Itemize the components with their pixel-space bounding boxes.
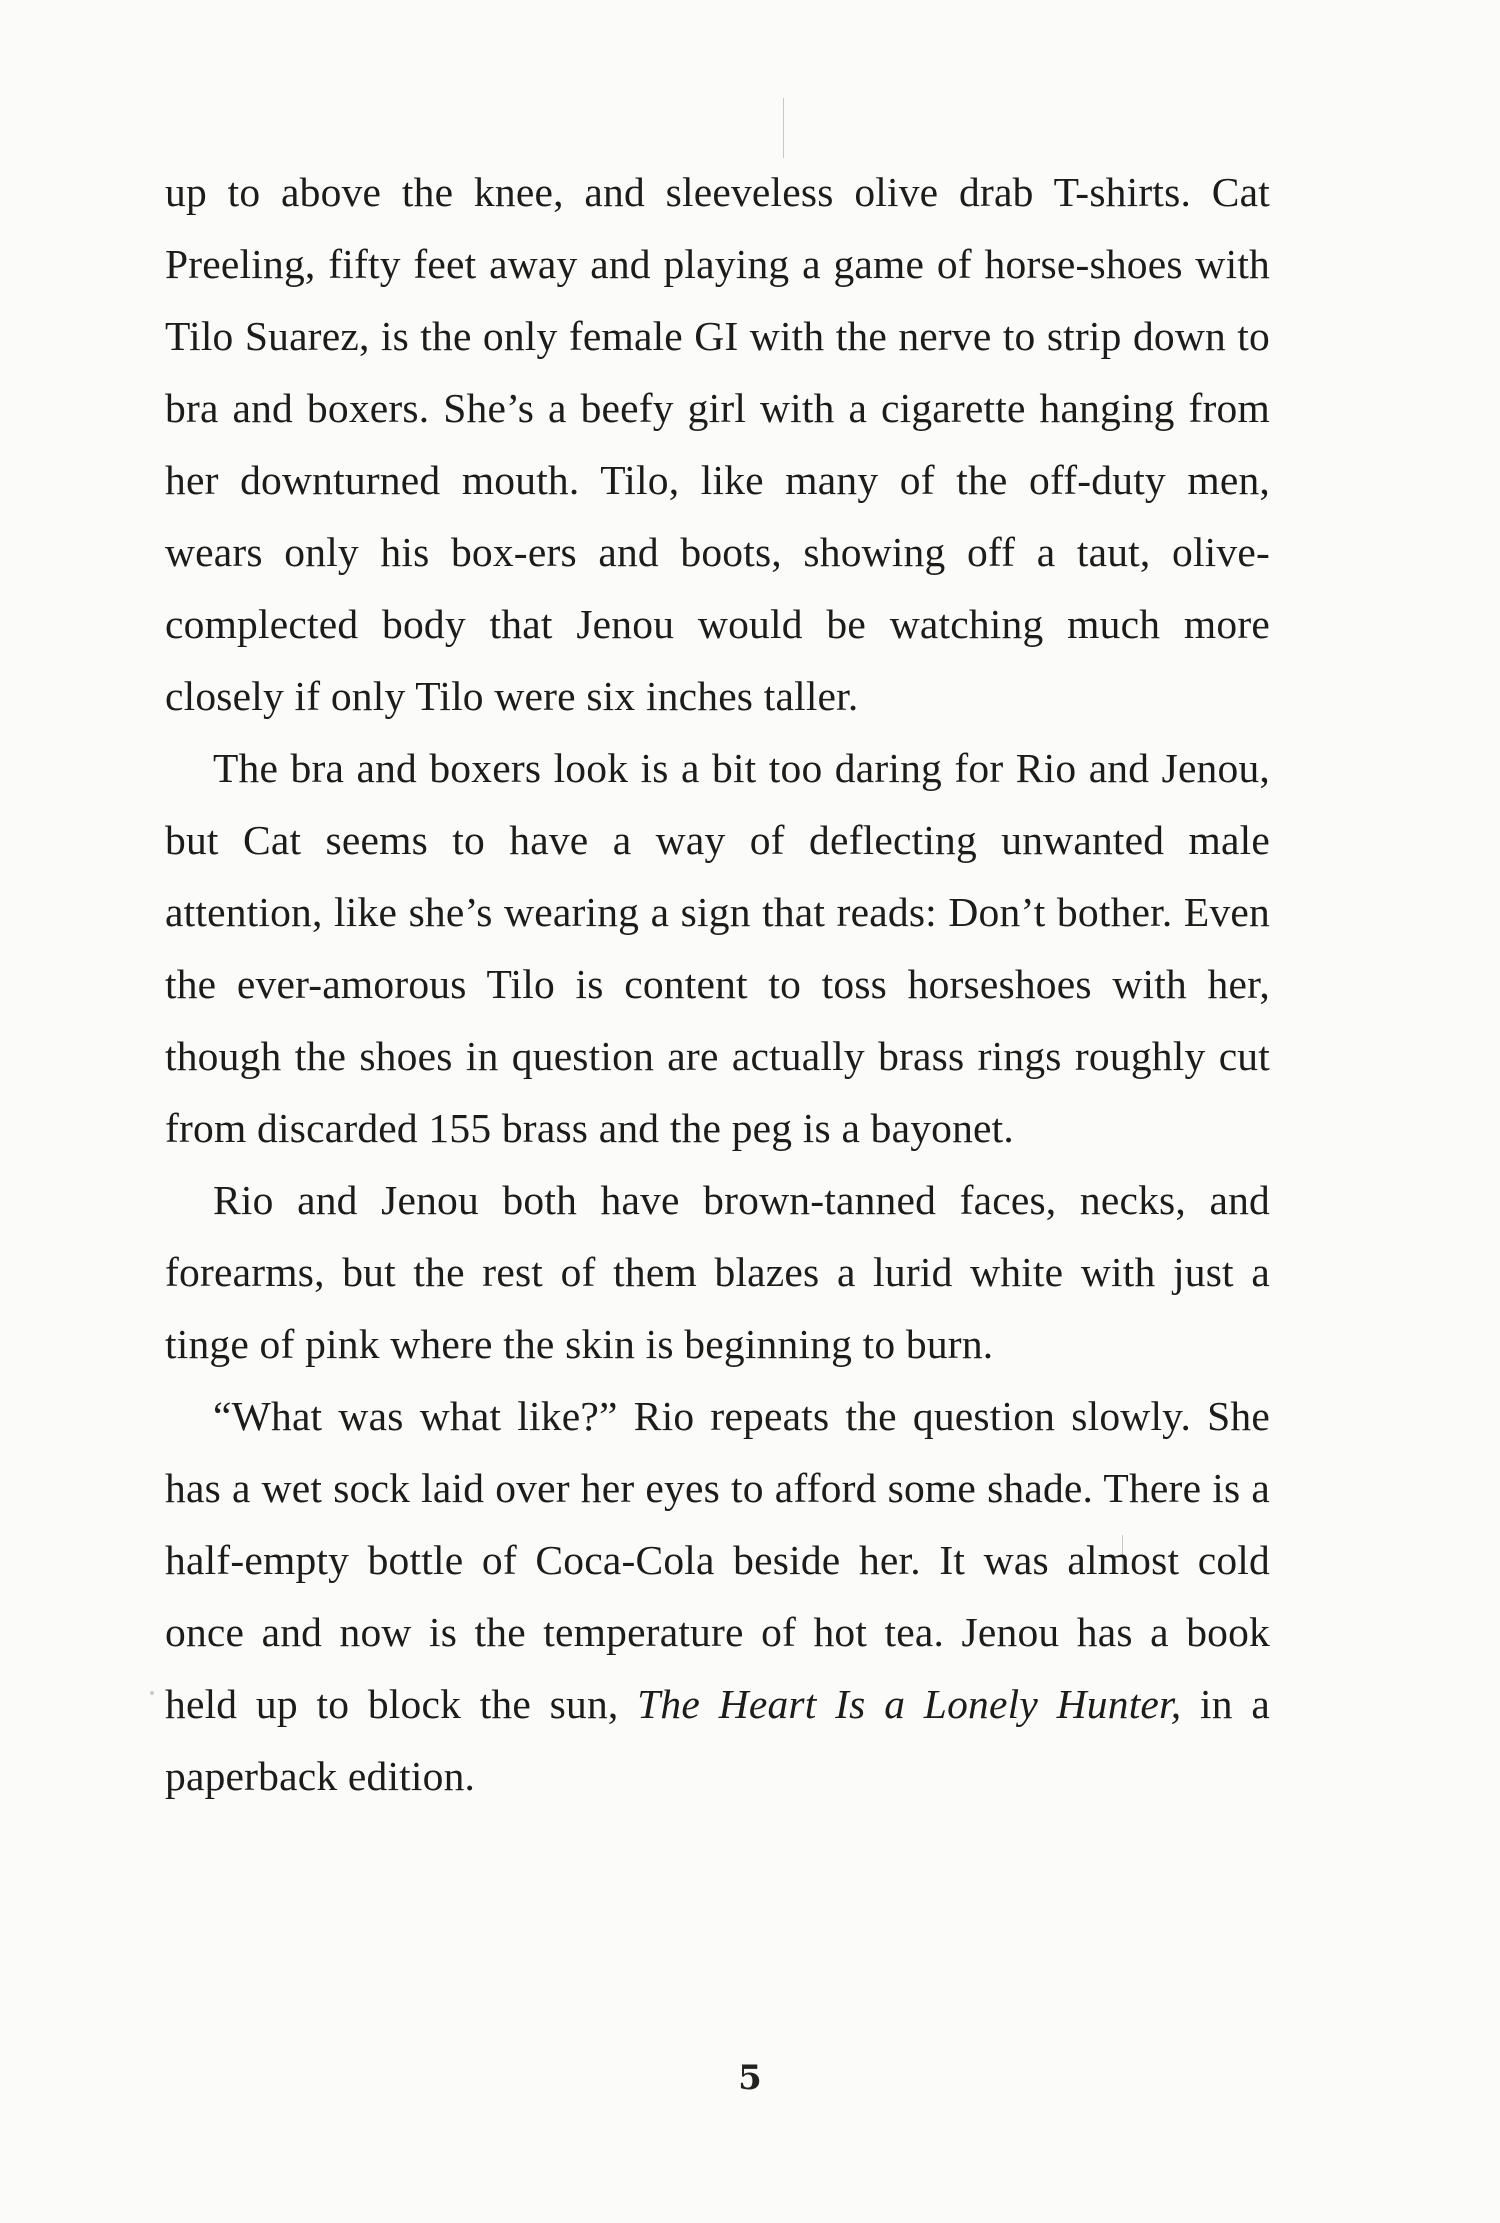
paragraph-3 [165, 1164, 1270, 1380]
body-text [165, 156, 1270, 1812]
paragraph-2-text: The bra and boxers look is a bit too daring for Rio and Jenou, but Cat seems to have a way of deflecting unwanted male attention, like she’s wearing a sign that reads: Don’t bother. Even the ever-amorous Tilo is content to toss horseshoes with her, though the shoes in question are actually brass rings roughly cut from discarded 155 brass and the peg is a bayonet. [165, 745, 1270, 1151]
paragraph-2 [165, 732, 1270, 1164]
page-number: 5 [738, 2058, 762, 2098]
paragraph-4-text-end: in a paperback edition. [165, 1681, 1271, 1799]
paragraph-1-text: up to above the knee, and sleeveless olive drab T-shirts. Cat Preeling, fifty feet away and playing a game of horse-shoes with Tilo Suarez, is the only female GI with the nerve to strip down to bra and boxers. She’s a beefy girl with a cigarette hanging from her downturned mouth. Tilo, like many of the off-duty men, wears only his box-ers and boots, showing off a taut, olive-complected body that Jenou would be watching much more closely if only Tilo were six inches taller. [165, 169, 1270, 719]
paragraph-4-text: “What was what like?” Rio repeats the question slowly. She has a wet sock laid over her eyes to afford some shade. There is a half-empty bottle of Coca-Cola beside her. It was almost cold once and now is the temperature of hot tea. Jenou has a book held up to block the sun, [165, 1393, 1270, 1727]
scan-artifact-dot [150, 1691, 154, 1695]
paragraph-3-text: Rio and Jenou both have brown-tanned faces, necks, and forearms, but the rest of them blazes a lurid white with just a tinge of pink where the skin is beginning to burn. [165, 1177, 1270, 1367]
book-title: The Heart Is a Lonely Hunter, [637, 1681, 1182, 1727]
scan-artifact-line [783, 98, 784, 158]
paragraph-1 [165, 156, 1270, 732]
paragraph-4 [165, 1380, 1270, 1812]
